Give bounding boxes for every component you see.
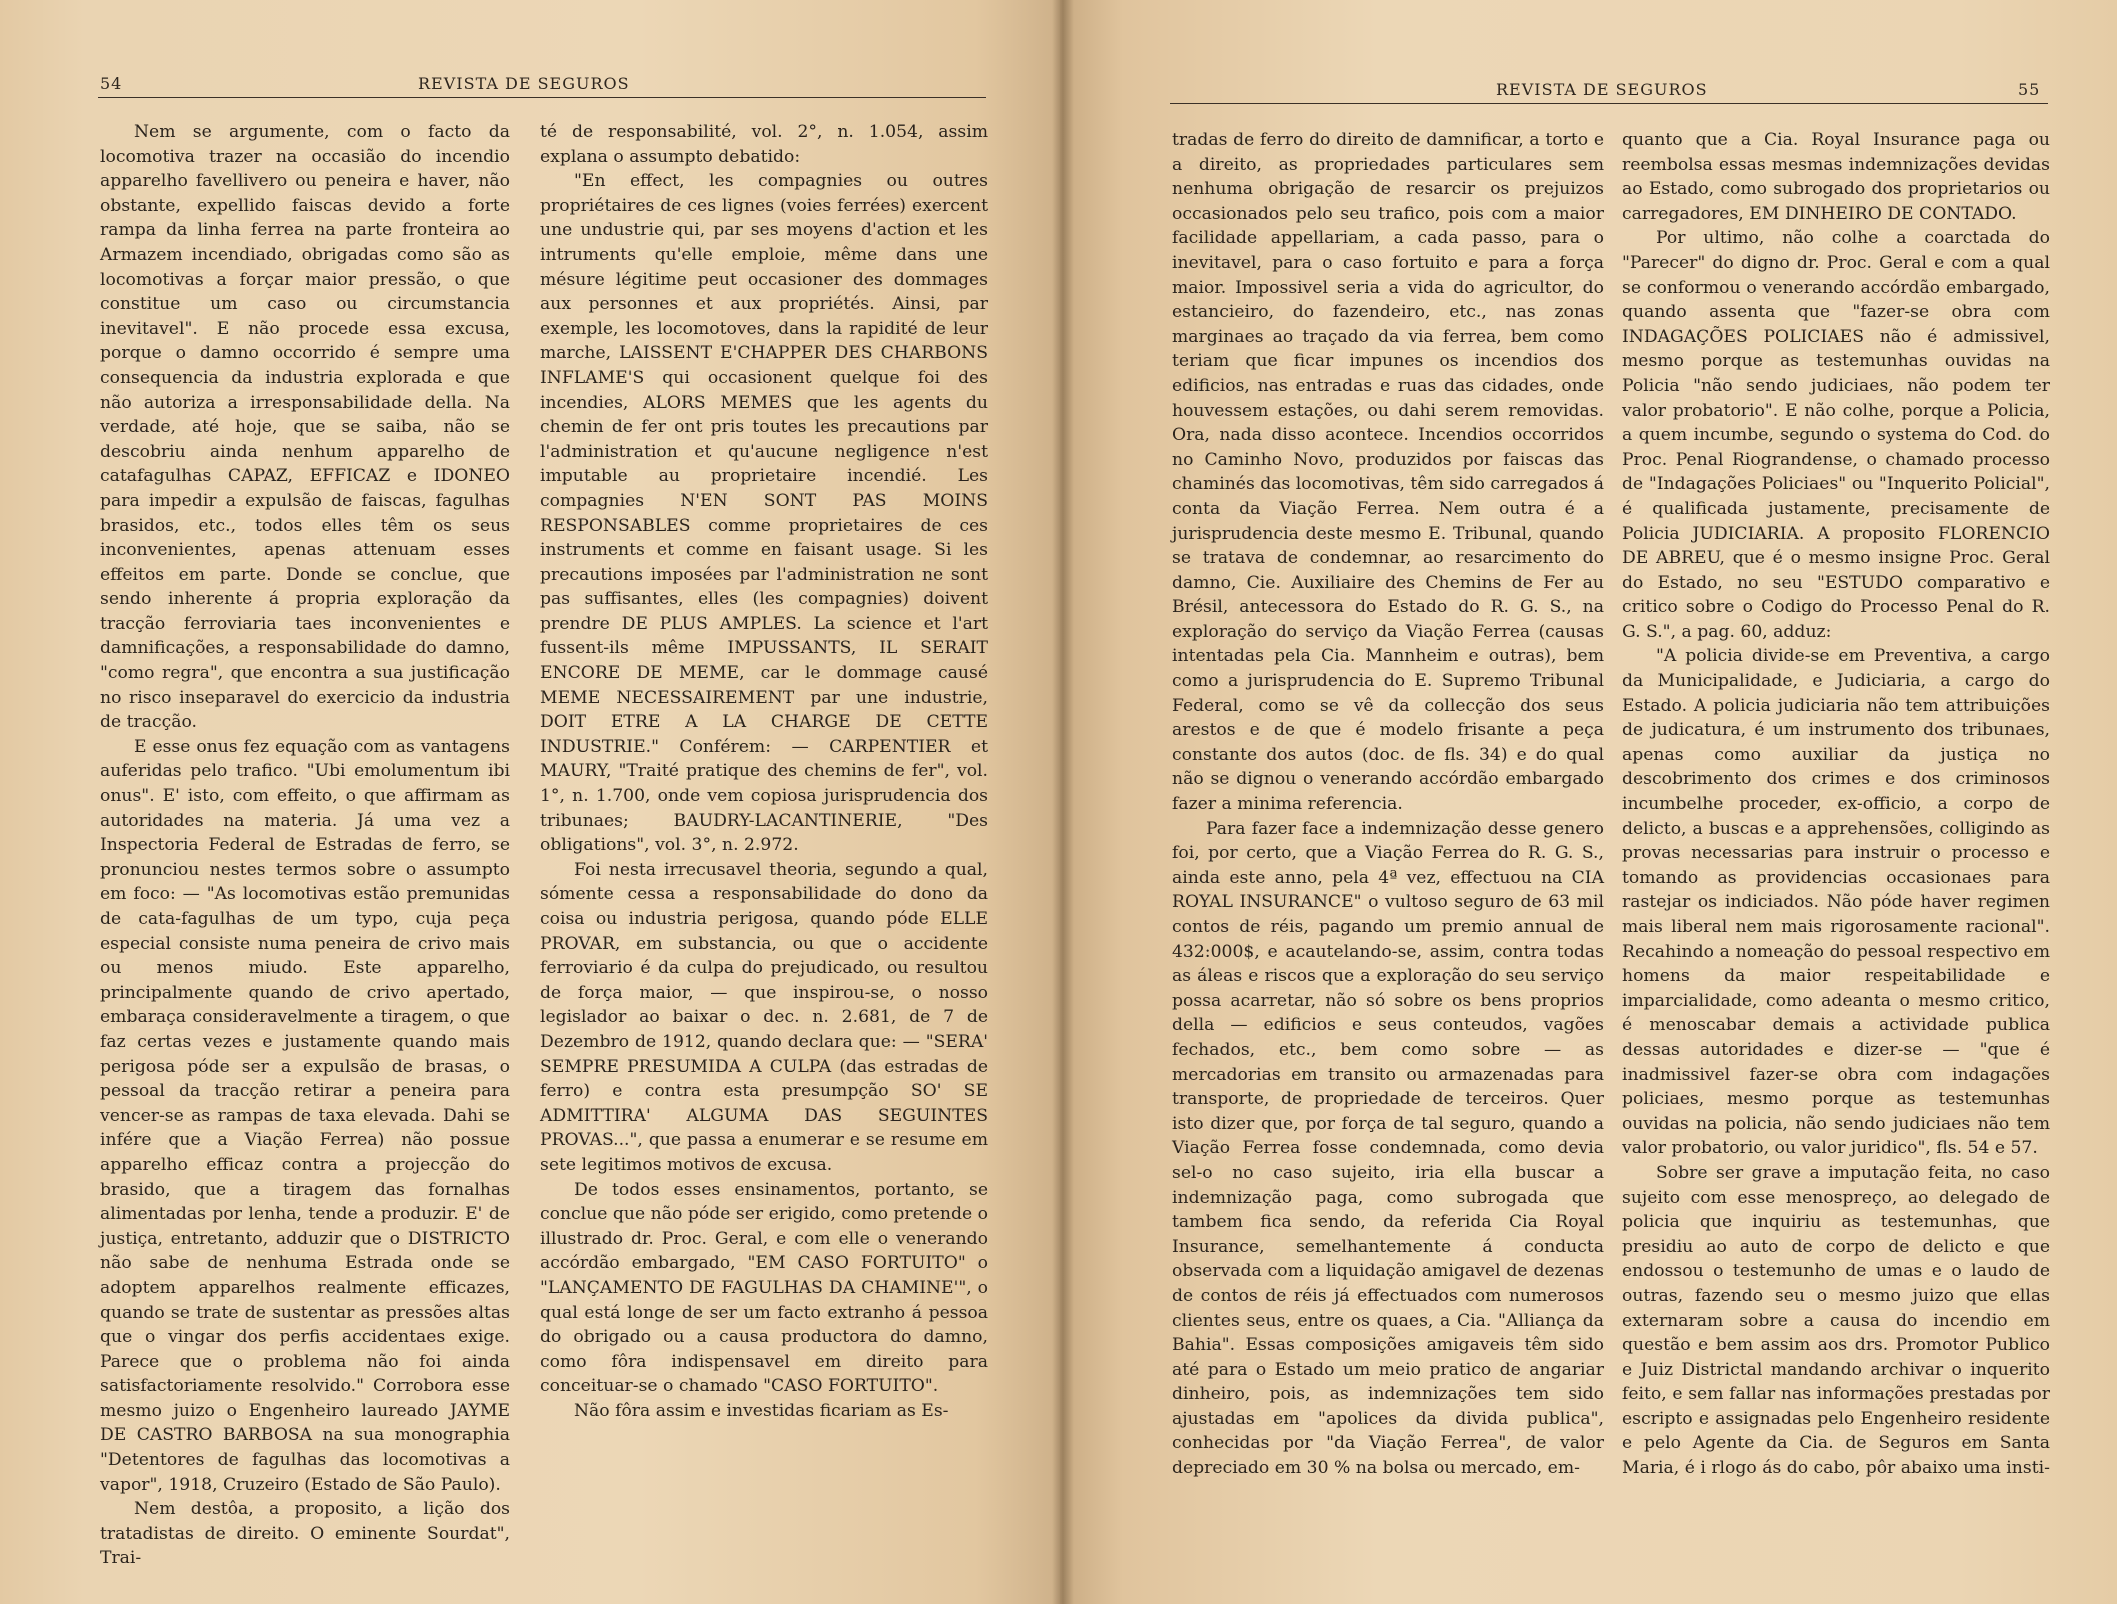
paragraph: Nem se argumente, com o facto da locomotiva trazer na occasião do incendio apparelho favellivero ou peneira e haver, não obstante, expellido faiscas devido a forte rampa da linha ferrea na parte fronteira ao Armazem incendiado, obrigadas como são as locomotivas a forçar maior pressão, o que constitue um caso ou circumstancia inevitavel". E não procede essa excusa, porque o damno occorrido é sempre uma consequencia da industria explorada e que não autoriza a irresponsabilidade della. Na verdade, até hoje, que se saiba, não se descobriu ainda nenhum apparelho de catafagulhas CAPAZ, EFFICAZ e IDONEO para impedir a expulsão de faiscas, fagulhas brasidos, etc., todos elles têm os seus inconvenientes, apenas attenuam esses effeitos em parte. Donde se conclue, que sendo inherente á propria exploração da tracção ferroviaria taes inconvenientes e damnificações, a responsabilidade do damno, "como regra", que encontra a sua justificação no risco inseparavel do exercicio da industria de tracção. bbox=[100, 122, 510, 733]
paragraph: quanto que a Cia. Royal Insurance paga ou reembolsa essas mesmas indemnizações devidas ao Estado, como subrogado dos proprietarios ou carregadores, EM DINHEIRO DE CONTADO. bbox=[1622, 130, 2050, 224]
right-page bbox=[1060, 0, 2117, 1604]
right-column-2 bbox=[1622, 128, 2050, 1481]
paragraph: "En effect, les compagnies ou outres propriétaires de ces lignes (voies ferrées) exercent une undustrie qui, par ses moyens d'action et les intruments qu'elle emploie, même dans une mésure légitime peut occasioner des dommages aux personnes et aux propriétés. Ainsi, par exemple, les locomotoves, dans la rapidité de leur marche, LAISSENT E'CHAPPER DES CHARBONS INFLAME'S qui occasionent quelque foi des incendies, ALORS MEMES que les agents du chemin de fer ont pris toutes les precautions par l'administration et qu'aucune negligence n'est imputable au proprietaire incendié. Les compagnies N'EN SONT PAS MOINS RESPONSABLES comme proprietaires de ces instruments et comme en faisant usage. Si les precautions imposées par l'administration ne sont pas suffisantes, elles (les compagnies) doivent prendre DE PLUS AMPLES. La science et l'art fussent-ils même IMPUSSANTS, IL SERAIT ENCORE DE MEME, car le dommage causé MEME NECESSAIREMENT par une industrie, DOIT ETRE A LA CHARGE DE CETTE INDUSTRIE." Conférem: — CARPENTIER et MAURY, "Traité pratique des chemins de fer", vol. 1°, n. 1.700, onde vem copiosa jurisprudencia dos tribunaes; BAUDRY-LACANTINERIE, "Des obligations", vol. 3°, n. 2.972. bbox=[540, 171, 988, 856]
paragraph: tradas de ferro do direito de damnificar, a torto e a direito, as propriedades particulares sem nenhuma obrigação de resarcir os prejuizos occasionados pelo seu trafico, pois com a maior facilidade appellariam, a cada passo, para o inevitavel, para o caso fortuito e para a força maior. Impossivel seria a vida do agricultor, do estancieiro, do fazendeiro, etc., nas zonas marginaes ao traçado da via ferrea, bem como teriam que ficar impunes os incendios dos edificios, nas entradas e ruas das cidades, onde houvessem estações, ou dahi serem removidas. Ora, nada disso acontece. Incendios occorridos no Caminho Novo, produzidos por faiscas das chaminés das locomotivas, têm sido carregados á conta da Viação Ferrea. Nem outra é a jurisprudencia deste mesmo E. Tribunal, quando se tratava de condemnar, ao resarcimento do damno, Cie. Auxiliaire des Chemins de Fer au Brésil, antecessora do Estado do R. G. S., na exploração do serviço da Viação Ferrea (causas intentadas pela Cia. Mannheim e outras), bem como a jurisprudencia do E. Supremo Tribunal Federal, como se vê da collecção dos seus arestos e de que é modelo frisante a peça constante dos autos (doc. de fls. 34) e do qual não se dignou o venerando accórdão embargado fazer a minima referencia. bbox=[1172, 130, 1604, 815]
left-header-rule bbox=[98, 97, 986, 98]
paragraph: Por ultimo, não colhe a coarctada do "Parecer" do digno dr. Proc. Geral e com a qual se conformou o venerando accórdão embargado, quando assenta que "fazer-se obra com INDAGAÇÕES POLICIAES não é admissivel, mesmo porque as testemunhas ouvidas na Policia "não sendo judiciaes, não podem ter valor probatorio". E não colhe, porque a Policia, a quem incumbe, segundo o systema do Cod. do Proc. Penal Riograndense, o chamado processo de "Indagações Policiaes" ou "Inquerito Policial", é qualificada justamente, precisamente de Policia JUDICIARIA. A proposito FLORENCIO DE ABREU, que é o mesmo insigne Proc. Geral do Estado, no seu "ESTUDO comparativo e critico sobre o Codigo do Processo Penal do R. G. S.", a pag. 60, adduz: bbox=[1622, 228, 2050, 642]
paragraph: E esse onus fez equação com as vantagens auferidas pelo trafico. "Ubi emolumentum ibi onus". E' isto, com effeito, o que affirmam as autoridades na materia. Já uma vez a Inspectoria Federal de Estradas de ferro, se pronunciou nestes termos sobre o assumpto em foco: — "As locomotivas estão premunidas de cata-fagulhas de um typo, cuja peça especial consiste numa peneira de crivo mais ou menos miudo. Este apparelho, principalmente quando de crivo apertado, embaraça consideravelmente a tiragem, o que faz certas vezes e justamente quando mais perigosa póde ser a expulsão de brasas, o pessoal da tracção retirar a peneira para vencer-se as rampas de taxa elevada. Dahi se infére que a Viação Ferrea) não possue apparelho efficaz contra a projecção do brasido, que a tiragem das fornalhas alimentadas por lenha, tende a produzir. E' de justiça, entretanto, adduzir que o DISTRICTO não sabe de nenhuma Estrada onde se adoptem apparelhos realmente efficazes, quando se trate de sustentar as pressões altas que o vingar dos perfis accidentaes exige. Parece que o problema não foi ainda satisfactoriamente resolvido." Corrobora esse mesmo juizo o Engenheiro laureado JAYME DE CASTRO BARBOSA na sua monographia "Detentores de fagulhas das locomotivas a vapor", 1918, Cruzeiro (Estado de São Paulo). bbox=[100, 736, 510, 1495]
paragraph: Foi nesta irrecusavel theoria, segundo a qual, sómente cessa a responsabilidade do dono da coisa ou industria perigosa, quando póde ELLE PROVAR, em substancia, ou que o accidente ferroviario é da culpa do prejudicado, ou resultou de força maior, — que inspirou-se, o nosso legislador ao baixar o dec. n. 2.681, de 7 de Dezembro de 1912, quando declara que: — "SERA' SEMPRE PRESUMIDA A CULPA (das estradas de ferro) e contra esta presumpção SO' SE ADMITTIRA' ALGUMA DAS SEGUINTES PROVAS...", que passa a enumerar e se resume em sete legitimos motivos de excusa. bbox=[540, 859, 988, 1175]
paragraph: Para fazer face a indemnização desse genero foi, por certo, que a Viação Ferrea do R. G. S., ainda este anno, pela 4ª vez, effectuou na CIA ROYAL INSURANCE" o vultoso seguro de 63 mil contos de réis, pagando um premio annual de 432:000$, e acautelando-se, assim, contra todas as áleas e riscos que a exploração do seu serviço possa acarretar, não só sobre os bens proprios della — edificios e seus conteudos, vagões fechados, etc., bem como sobre — as mercadorias em transito ou armazenadas para transporte, de propriedade de terceiros. Quer isto dizer que, por força de tal seguro, quando a Viação Ferrea fosse condemnada, como devia sel-o no caso sujeito, iria ella buscar a indemnização paga, como subrogada que tambem fica sendo, da referida Cia Royal Insurance, semelhantemente á conducta observada com a liquidação amigavel de dezenas de contos de réis já effectuados com numerosos clientes seus, entre os quaes, a Cia. "Alliança da Bahia". Essas composições amigaveis têm sido até para o Estado um meio pratico de angariar dinheiro, pois, as indemnizações tem sido ajustadas em "apolices da divida publica", conhecidas por "da Viação Ferrea", de valor depreciado em 30 % na bolsa ou mercado, em- bbox=[1172, 818, 1604, 1479]
left-page-number: 54 bbox=[100, 74, 123, 93]
left-column-2 bbox=[540, 120, 988, 1423]
paragraph: té de responsabilité, vol. 2°, n. 1.054, assim explana o assumpto debatido: bbox=[540, 122, 988, 167]
left-running-head: REVISTA DE SEGUROS bbox=[418, 74, 630, 93]
right-running-head: REVISTA DE SEGUROS bbox=[1496, 80, 1708, 99]
right-page-number: 55 bbox=[2018, 80, 2041, 99]
paragraph: Não fôra assim e investidas ficariam as Es- bbox=[574, 1400, 949, 1421]
right-column-1 bbox=[1172, 128, 1604, 1481]
paragraph: "A policia divide-se em Preventiva, a cargo da Municipalidade, e Judiciaria, a cargo do Estado. A policia judiciaria não tem attribuições de judicatura, é um instrumento dos tribunaes, apenas como auxiliar da justiça no descobrimento dos crimes e dos criminosos incumbelhe proceder, ex-officio, a corpo de delicto, a buscas e a apprehensões, colligindo as provas necessarias para instruir o processo e tomando as providencias occasionaes para rastejar os indiciados. Não póde haver regimen mais liberal nem mais rigorosamente racional". Recahindo a nomeação do pessoal respectivo em homens da maior respeitabilidade e imparcialidade, como adeanta o mesmo critico, é menoscabar demais a actividade publica dessas autoridades e dizer-se — "que é inadmissivel fazer-se obra com indagações policiaes, mesmo porque as testemunhas ouvidas na policia, não sendo judiciaes não tem valor probatorio, ou valor juridico", fls. 54 e 57. bbox=[1622, 646, 2050, 1159]
paragraph: De todos esses ensinamentos, portanto, se conclue que não póde ser erigido, como pretende o illustrado dr. Proc. Geral, e com elle o venerando accórdão embargado, "EM CASO FORTUITO" o "LANÇAMENTO DE FAGULHAS DA CHAMINE'", o qual está longe de ser um facto extranho á pessoa do obrigado ou a causa productora do damno, como fôra indispensavel em direito para conceituar-se o chamado "CASO FORTUITO". bbox=[540, 1179, 988, 1397]
left-column-1 bbox=[100, 120, 510, 1571]
paragraph: Nem destôa, a proposito, a lição dos tratadistas de direito. O eminente Sourdat", Trai- bbox=[100, 1499, 510, 1569]
paragraph: Sobre ser grave a imputação feita, no caso sujeito com esse menospreço, ao delegado de policia que inquiriu as testemunhas, que presidiu ao auto de corpo de delicto e que endossou o testemunho de umas e o laudo de outras, fazendo seu o mesmo juizo que ellas externaram sobre a causa do incendio em questão e bem assim aos drs. Promotor Publico e Juiz Districtal mandando archivar o inquerito feito, e sem fallar nas informações prestadas por escripto e assignadas pelo Engenheiro residente e pelo Agente da Cia. de Seguros em Santa Maria, é i rlogo ás do cabo, pôr abaixo uma insti- bbox=[1622, 1162, 2050, 1479]
right-header-rule bbox=[1170, 103, 2048, 104]
